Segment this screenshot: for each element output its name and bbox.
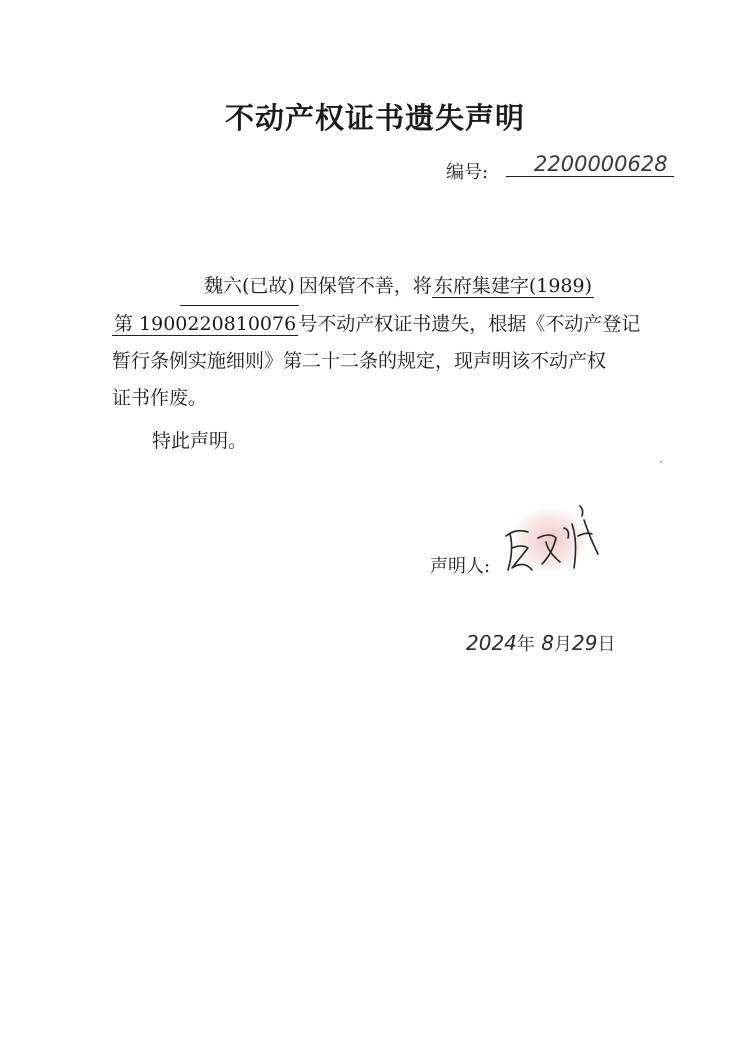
date-month-unit: 月 [554,634,572,655]
certificate-prefix: 东府集建字(1989) [433,275,593,297]
certificate-number: 第 1900220810076 [114,313,297,335]
handwritten-signature [498,498,618,588]
body-line-2 [112,306,652,343]
date-day-unit: 日 [597,634,616,655]
document-number [446,152,668,184]
document-title: 不动产权证书遗失声明 [224,101,525,135]
date-day: 29 [572,631,598,655]
body-line-3: 暂行条例实施细则》第二十二条的规定，现声明该不动产权 [112,350,607,372]
declaration-date [466,630,615,656]
date-month: 8 [541,631,554,655]
number-label: 编号: [446,162,489,183]
body-line-1 [112,268,652,306]
date-year-unit: 年 [516,634,535,655]
declarant-label: 声明人: [430,556,491,577]
date-year: 2024 [466,631,517,655]
closing-statement: 特此声明。 [152,430,248,452]
body-text-after-name: 因保管不善，将 [298,275,432,297]
number-value: 2200000628 [506,152,674,177]
declaration-body [112,268,652,417]
body-text-line-2: 号不动产权证书遗失，根据《不动产登记 [298,313,641,335]
scan-speck [660,461,662,463]
body-line-4: 证书作废。 [112,387,208,409]
owner-name: 魏六(已故) [180,268,299,306]
